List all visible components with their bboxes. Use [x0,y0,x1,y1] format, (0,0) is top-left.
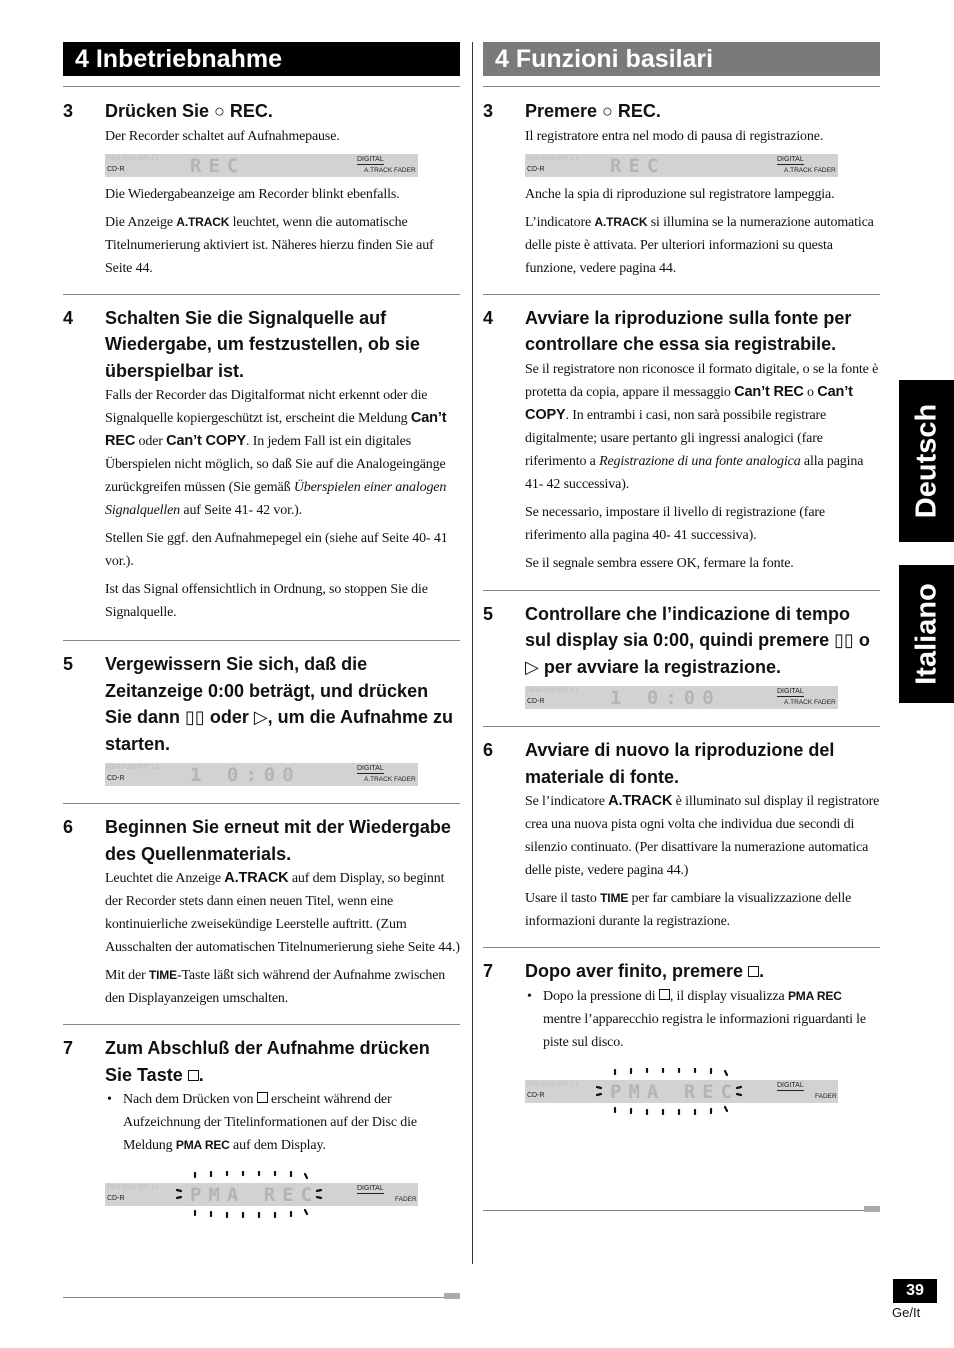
lcd-cdr-label: CD-R [527,1091,545,1099]
lcd-display-rec [525,154,838,177]
lcd-track-fader-label: A.TRACK FADER [364,166,416,174]
step-6-it [483,737,880,933]
lcd-display-pma-rec [525,1080,838,1103]
end-marker [444,1293,460,1299]
tab-italiano: Italiano [899,565,954,703]
lcd-track-fader-label: A.TRACK FADER [784,166,836,174]
step-text: Falls der Recorder das Digitalformat nicht erkennt oder die Signalquelle kopiergeschützt ist, erscheint die Meldung Can’t REC oder Can’t COPY. In jedem Fall ist ein digitales Überspielen nicht möglich, so daß Sie auf die Analogeingänge zurückgreifen müssen (Sie gemäß Überspielen einer analogen Signalquellen auf Seite 41- 42 vor.). [105,388,447,518]
divider [483,726,880,727]
step-text: Se il registratore non riconosce il formato digitale, o se la fonte è protetta da copia, appare il messaggio Can’t REC o Can’t COPY. In entrambi i casi, non sarà possibile registrare digitalmente; usare pertanto gli ingressi analogici (fare riferimento a Registrazione di una fonte analogica alla pagina 41- 42 successiva). [525,361,879,492]
step-7-it [483,958,880,1103]
step-text: Die Anzeige A.TRACK leuchtet, wenn die automatische Titelnumerierung aktiviert ist. Näheres hierzu finden Sie auf Seite 44. [105,214,434,276]
step-text: Usare il tasto TIME per far cambiare la visualizzazione delle informazioni durante la registrazione. [525,891,852,929]
lcd-segment-text: REC [610,154,666,177]
lcd-segment-text: REC [190,154,246,177]
step-number: 3 [63,101,74,121]
lcd-cdr-label: CD-R [107,1195,125,1202]
step-title: Avviare di nuovo la riproduzione del materiale di fonte. [525,740,835,787]
stop-icon [257,1092,268,1103]
end-marker [864,1206,880,1212]
lcd-ghost-indicators: REM PGM RPT 1 L [527,1081,580,1088]
divider [63,294,460,295]
step-title: Beginnen Sie erneut mit der Wiedergabe des Quellenmaterials. [105,817,451,864]
step-3-de [63,98,460,280]
step-number: 5 [63,654,74,674]
step-6-de [63,814,460,1010]
lcd-cdr-label: CD-R [527,165,545,173]
lcd-ghost-indicators: REM PGM RPT 1 L [107,155,160,162]
lcd-digital-label: DIGITAL [777,155,804,163]
step-text: Der Recorder schaltet auf Aufnahmepause. [105,128,340,144]
divider [483,294,880,295]
lcd-fader-label: FADER [815,1092,837,1100]
lcd-display-time [105,763,418,786]
stop-icon [748,966,759,977]
divider [63,1297,460,1298]
divider [483,947,880,948]
section-header-deutsch: 4 Inbetriebnahme [63,42,460,76]
step-4-it [483,305,880,575]
step-text: L’indicatore A.TRACK si illumina se la numerazione automatica delle piste è attivata. Per ulteriori informazioni su questa funzione, vedere pagina 44. [525,214,874,276]
divider [63,803,460,804]
step-text: Mit der TIME-Taste läßt sich während der Aufnahme zwischen den Displayanzeigen umschalten. [105,968,446,1006]
step-title: Dopo aver finito, premere . [525,961,765,981]
lcd-segment-text: 1 0:00 [190,764,301,786]
lcd-segment-text: 1 0:00 [610,687,721,709]
section-header-italiano: 4 Funzioni basilari [483,42,880,76]
step-4-de [63,305,460,625]
step-text: Anche la spia di riproduzione sul registratore lampeggia. [525,186,835,202]
lcd-display-rec [105,154,418,177]
language-code: Ge/It [892,1305,921,1320]
lcd-track-fader-label: A.TRACK FADER [364,776,416,783]
column-deutsch [63,42,460,1206]
step-title: Zum Abschluß der Aufnahme drücken Sie Taste . [105,1038,430,1085]
step-number: 6 [483,740,494,760]
step-number: 6 [63,817,74,837]
step-number: 7 [63,1038,74,1058]
step-number: 3 [483,101,494,121]
step-text: Se il segnale sembra essere OK, fermare la fonte. [525,555,794,571]
bullet-item: • Dopo la pressione di , il display visualizza PMA REC mentre l’apparecchio registra le informazioni riguardanti le piste sul disco. [525,985,880,1054]
lcd-digital-label: DIGITAL [357,155,384,163]
lcd-digital-label: DIGITAL [357,765,384,772]
step-title: Vergewissern Sie sich, daß die Zeitanzeige 0:00 beträgt, und drücken Sie dann ▯▯ oder ▷, um die Aufnahme zu starten. [105,654,454,754]
step-title: Schalten Sie die Signalquelle auf Wiedergabe, um festzustellen, ob sie überspielbar ist. [105,307,420,381]
divider [63,86,460,87]
page-number: 39 [893,1279,937,1303]
lcd-display-pma-rec [105,1183,418,1206]
lcd-cdr-label: CD-R [107,775,125,782]
step-title: Premere ○ REC. [525,101,661,121]
divider [63,1024,460,1025]
lcd-ghost-indicators: REM PGM RPT 1 L [527,688,580,694]
divider [63,640,460,641]
step-title: Avviare la riproduzione sulla fonte per controllare che essa sia registrabile. [525,307,852,354]
lcd-fader-label: FADER [395,1196,417,1203]
lcd-digital-label: DIGITAL [777,688,804,695]
stop-icon [659,989,670,1000]
column-divider [472,42,473,1264]
stop-icon [188,1070,199,1081]
lcd-segment-text: PMA REC [610,1080,740,1103]
step-number: 5 [483,603,494,624]
step-number: 4 [63,307,74,328]
step-text: Il registratore entra nel modo di pausa di registrazione. [525,128,824,144]
divider [483,590,880,591]
column-italiano [483,42,880,1103]
step-5-de [63,651,460,786]
step-title: Controllare che l’indicazione di tempo sul display sia 0:00, quindi premere ▯▯ o ▷ per avviare la registrazione. [525,603,870,677]
step-title: Drücken Sie ○ REC. [105,101,273,121]
step-7-de [63,1035,460,1206]
step-text: Ist das Signal offensichtlich in Ordnung, so stoppen Sie die Signalquelle. [105,582,428,620]
step-text: Se necessario, impostare il livello di registrazione (fare riferimento alla pagina 40- 41 successiva). [525,504,825,543]
lcd-digital-label: DIGITAL [357,1185,384,1192]
step-5-it [483,601,880,710]
lcd-display-time [525,686,838,709]
step-text: Die Wiedergabeanzeige am Recorder blinkt ebenfalls. [105,186,400,202]
lcd-track-fader-label: A.TRACK FADER [784,699,836,706]
lcd-ghost-indicators: REM PGM RPT 1 L [107,765,160,771]
step-number: 4 [483,307,494,328]
divider [483,86,880,87]
lcd-cdr-label: CD-R [527,698,545,705]
lcd-ghost-indicators: REM PGM RPT 1 L [107,1185,160,1191]
lcd-digital-label: DIGITAL [777,1081,804,1089]
step-number: 7 [483,961,494,981]
lcd-cdr-label: CD-R [107,165,125,173]
step-text: Stellen Sie ggf. den Aufnahmepegel ein (siehe auf Seite 40- 41 vor.). [105,531,448,569]
bullet-item: • Nach dem Drücken von erscheint während der Aufzeichnung der Titelinformationen auf der Disc die Meldung PMA REC auf dem Display. [105,1088,460,1157]
divider [483,1210,880,1211]
lcd-segment-text: PMA REC [190,1184,320,1206]
step-3-it [483,98,880,280]
tab-deutsch: Deutsch [899,380,954,542]
step-text: Se l’indicatore A.TRACK è illuminato sul display il registratore crea una nuova pista ogni volta che individua due secondi di silenzio continuato. (Per disattivare la numerazione automatica delle piste, vedere pagina 44.) [525,793,880,878]
step-text: Leuchtet die Anzeige A.TRACK auf dem Display, so beginnt der Recorder stets dann einen neuen Titel, wenn eine kontinuierliche zweisekündige Leerstelle auftritt. (Zum Ausschalten der automatischen Titelnumerierung siehe Seite 44.) [105,870,460,955]
lcd-ghost-indicators: REM PGM RPT 1 L [527,155,580,162]
